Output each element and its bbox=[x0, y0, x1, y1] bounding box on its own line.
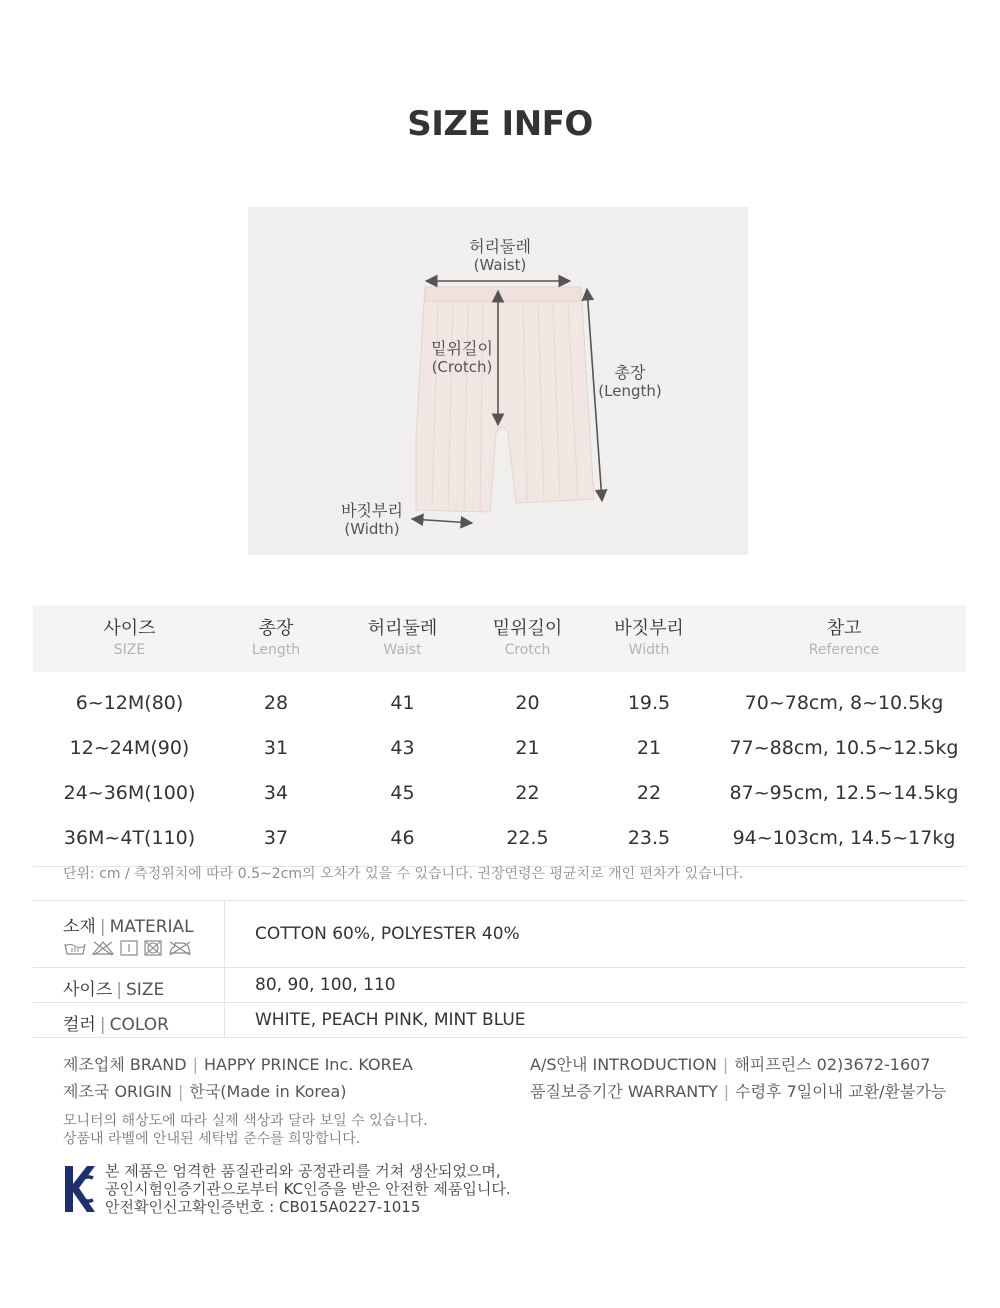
cell-crotch: 20 bbox=[515, 691, 540, 714]
table-row bbox=[33, 815, 966, 860]
kc-line-3: 안전확인신고확인증번호 : CB015A0227-1015 bbox=[105, 1198, 421, 1216]
as-info: A/S안내 INTRODUCTION | 해피프린스 02)3672-1607 bbox=[530, 1055, 931, 1074]
cell-reference: 77~88cm, 10.5~12.5kg bbox=[729, 736, 959, 759]
spec-material-ko: 소재 bbox=[63, 917, 96, 937]
spec-size-value: 80, 90, 100, 110 bbox=[255, 975, 396, 995]
kc-line-1: 본 제품은 엄격한 품질관리와 공정관리를 거쳐 생산되었으며, bbox=[105, 1162, 501, 1180]
label-width-ko: 바짓부리 bbox=[341, 501, 403, 520]
brand-value: HAPPY PRINCE Inc. KOREA bbox=[203, 1055, 413, 1074]
care-icons bbox=[63, 940, 224, 956]
spec-color bbox=[33, 1002, 966, 1037]
header-size-ko: 사이즈 bbox=[103, 617, 156, 639]
label-length-en: (Length) bbox=[598, 382, 662, 400]
spec-material-key: 소재 | MATERIAL bbox=[33, 901, 225, 967]
header-waist-en: Waist bbox=[383, 641, 422, 658]
dry-flat-icon bbox=[119, 940, 139, 956]
origin-value: 한국(Made in Korea) bbox=[189, 1082, 347, 1101]
spec-size-ko: 사이즈 bbox=[63, 979, 113, 1000]
size-table bbox=[33, 605, 966, 867]
cell-length: 34 bbox=[263, 781, 289, 804]
spec-material bbox=[33, 900, 966, 967]
warranty-label: 품질보증기간 WARRANTY bbox=[530, 1082, 718, 1101]
spec-material-value: COTTON 60%, POLYESTER 40% bbox=[255, 924, 520, 944]
header-width-en: Width bbox=[628, 641, 670, 658]
no-iron-icon bbox=[167, 940, 193, 956]
label-crotch bbox=[412, 339, 512, 377]
measurement-note: 단위: cm / 측정위치에 따라 0.5~2cm의 오차가 있을 수 있습니다. 권장연령은 평균치로 개인 편차가 있습니다. bbox=[63, 866, 744, 882]
cell-length: 31 bbox=[263, 736, 289, 759]
notice-laundry: 상품내 라벨에 안내된 세탁법 준수를 희망합니다. bbox=[63, 1131, 361, 1147]
cell-waist: 41 bbox=[390, 691, 415, 714]
brand-info: 제조업체 BRAND | HAPPY PRINCE Inc. KOREA bbox=[63, 1055, 413, 1074]
cell-length: 37 bbox=[263, 826, 289, 849]
header-length-en: Length bbox=[251, 641, 301, 658]
label-crotch-ko: 밑위길이 bbox=[431, 339, 493, 358]
spec-divider bbox=[33, 1037, 966, 1038]
header-reference-ko: 참고 bbox=[826, 617, 862, 639]
cell-size: 24~36M(100) bbox=[63, 781, 196, 804]
label-width bbox=[322, 501, 422, 539]
measurement-diagram bbox=[248, 207, 748, 555]
spec-color-key: 컬러 | COLOR bbox=[33, 1003, 225, 1037]
as-label: A/S안내 INTRODUCTION bbox=[530, 1055, 717, 1074]
warranty-info: 품질보증기간 WARRANTY | 수령후 7일이내 교환/환불가능 bbox=[530, 1082, 947, 1101]
spec-color-value: WHITE, PEACH PINK, MINT BLUE bbox=[255, 1010, 526, 1030]
spec-material-en: MATERIAL bbox=[109, 917, 194, 937]
cell-crotch: 22 bbox=[515, 781, 540, 804]
header-reference-en: Reference bbox=[808, 641, 880, 658]
cell-size: 12~24M(90) bbox=[69, 736, 190, 759]
cell-crotch: 21 bbox=[515, 736, 540, 759]
cell-waist: 43 bbox=[390, 736, 415, 759]
header-crotch-en: Crotch bbox=[504, 641, 551, 658]
hand-wash-icon bbox=[63, 940, 87, 956]
header-width bbox=[576, 605, 722, 672]
origin-label: 제조국 ORIGIN bbox=[63, 1082, 172, 1101]
as-value: 해피프린스 02)3672-1607 bbox=[734, 1055, 931, 1074]
table-row bbox=[33, 770, 966, 815]
kc-mark-icon bbox=[63, 1164, 97, 1214]
page-title: SIZE INFO bbox=[407, 104, 593, 144]
table-body bbox=[33, 672, 966, 867]
cell-reference: 70~78cm, 8~10.5kg bbox=[744, 691, 944, 714]
header-crotch bbox=[479, 605, 576, 672]
header-waist bbox=[326, 605, 479, 672]
header-width-ko: 바짓부리 bbox=[614, 617, 684, 639]
label-waist-ko: 허리둘레 bbox=[469, 237, 531, 256]
header-size bbox=[33, 605, 226, 672]
header-size-en: SIZE bbox=[113, 641, 146, 658]
cell-size: 36M~4T(110) bbox=[63, 826, 196, 849]
header-reference bbox=[722, 605, 966, 672]
cell-size: 6~12M(80) bbox=[75, 691, 184, 714]
spec-size-en: SIZE bbox=[126, 979, 165, 1000]
cell-reference: 87~95cm, 12.5~14.5kg bbox=[729, 781, 959, 804]
label-crotch-en: (Crotch) bbox=[431, 358, 493, 376]
cell-crotch: 22.5 bbox=[506, 826, 549, 849]
cell-width: 21 bbox=[636, 736, 662, 759]
kc-certification-text bbox=[105, 1162, 511, 1216]
header-length-ko: 총장 bbox=[258, 617, 294, 639]
cell-length: 28 bbox=[263, 691, 289, 714]
no-tumble-dry-icon bbox=[143, 940, 163, 956]
header-crotch-ko: 밑위길이 bbox=[492, 617, 563, 639]
kc-line-2: 공인시험인증기관으로부터 KC인증을 받은 안전한 제품입니다. bbox=[105, 1180, 511, 1198]
spec-size-key: 사이즈 | SIZE bbox=[33, 968, 225, 1002]
label-waist-en: (Waist) bbox=[473, 256, 527, 274]
cell-width: 23.5 bbox=[627, 826, 671, 849]
origin-info: 제조국 ORIGIN | 한국(Made in Korea) bbox=[63, 1082, 347, 1101]
warranty-value: 수령후 7일이내 교환/환불가능 bbox=[735, 1082, 947, 1101]
header-waist-ko: 허리둘레 bbox=[367, 617, 438, 639]
spec-color-ko: 컬러 bbox=[63, 1014, 96, 1035]
notice-monitor: 모니터의 해상도에 따라 실제 색상과 달라 보일 수 있습니다. bbox=[63, 1113, 428, 1129]
label-length-ko: 총장 bbox=[614, 363, 646, 382]
table-row bbox=[33, 725, 966, 770]
spec-color-en: COLOR bbox=[109, 1014, 169, 1035]
no-bleach-icon bbox=[91, 940, 115, 956]
cell-width: 22 bbox=[636, 781, 662, 804]
table-header bbox=[33, 605, 966, 672]
table-row bbox=[33, 680, 966, 725]
cell-waist: 46 bbox=[390, 826, 415, 849]
spec-size bbox=[33, 967, 966, 1002]
brand-label: 제조업체 BRAND bbox=[63, 1055, 187, 1074]
label-waist bbox=[450, 237, 550, 275]
cell-reference: 94~103cm, 14.5~17kg bbox=[732, 826, 956, 849]
label-length bbox=[580, 363, 680, 401]
header-length bbox=[226, 605, 326, 672]
label-width-en: (Width) bbox=[344, 520, 400, 538]
cell-width: 19.5 bbox=[627, 691, 671, 714]
cell-waist: 45 bbox=[390, 781, 415, 804]
